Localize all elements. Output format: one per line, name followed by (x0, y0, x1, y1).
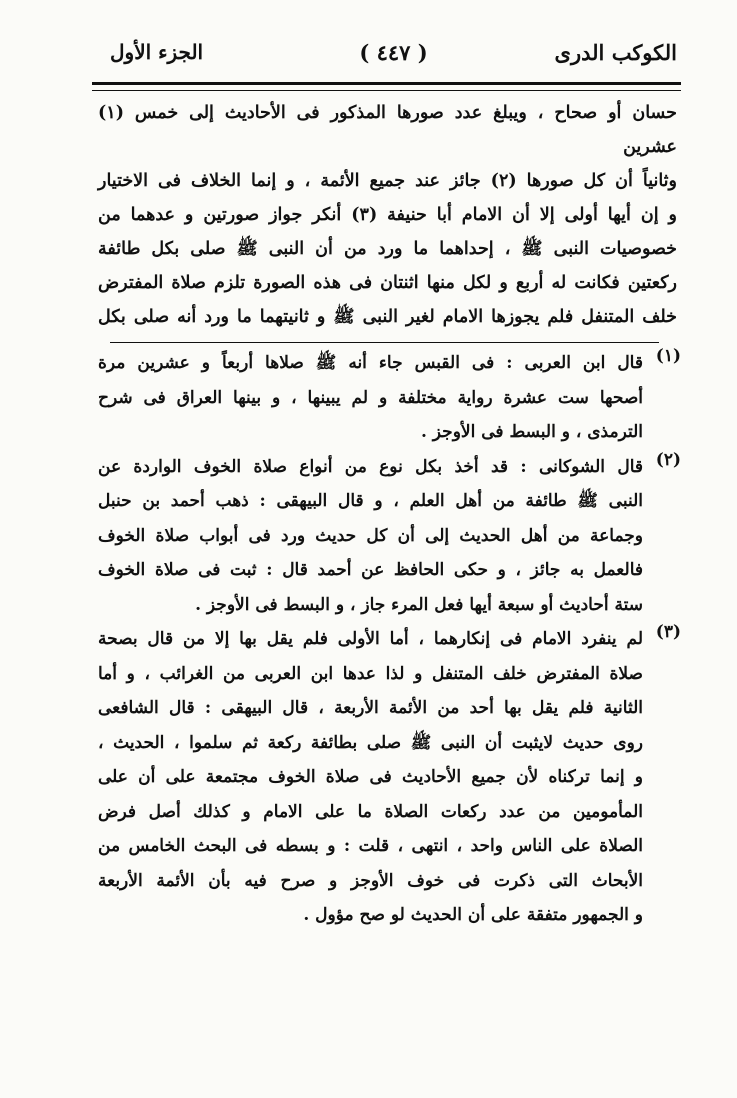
header-rule-thick (92, 82, 681, 85)
footnote-line: الثانية فلم يقل بها أحد من الأئمة الأربعة ، قال البيهقى : قال الشافعى (98, 698, 643, 718)
footnote-line: صلاة المفترض خلف المتنفل و لذا عدها ابن العربى من الغرائب ، و أما (98, 663, 643, 684)
footnote-line: قال ابن العربى : فى القبس جاء أنه ﷺ صلاها أربعاً و عشرين مرة (98, 353, 643, 373)
footnote-line: المأمومين من عدد ركعات الصلاة ما على الامام و كذلك أصل فرض (98, 801, 643, 822)
text-line: حسان أو صحاح ، ويبلغ عدد صورها المذكور فى الأحاديث إلى خمس (١) عشرين (98, 103, 677, 157)
page-header (110, 34, 677, 74)
text-line: وثانياً أن كل صورها (٢) جائز عند جميع الأئمة ، و إنما الخلاف فى الاختيار (98, 171, 677, 191)
footnotes (98, 346, 681, 933)
part-label: الجزء الأول (110, 40, 204, 64)
footnote-number: (٣) (655, 622, 681, 642)
footnote-line: الصلاة على الناس واحد ، انتهى ، قلت : و بسطه فى البحث الخامس من (98, 836, 643, 856)
footnote-line: ستة أحاديث أو سبعة أيها فعل المرء جاز ، و البسط فى الأوجز . (195, 594, 643, 615)
footnote-1 (98, 346, 681, 450)
footnote-line: الأبحاث التى ذكرت فى خوف الأوجز و صرح فيه بأن الأئمة الأربعة (98, 870, 643, 891)
footnote-line: الترمذى ، و البسط فى الأوجز . (420, 422, 643, 442)
footnote-2 (98, 450, 681, 623)
main-text (98, 96, 677, 334)
footnote-line: قال الشوكانى : قد أخذ بكل نوع من أنواع صلاة الخوف الواردة عن (98, 456, 643, 477)
footnote-separator (110, 342, 659, 343)
text-line: و إن أيها أولى إلا أن الامام أبا حنيفة (٣) أنكر جواز صورتين و عدهما من (98, 205, 677, 225)
footnote-line: لم ينفرد الامام فى إنكارهما ، أما الأولى فلم يقل بها إلا من قال بصحة (98, 629, 643, 649)
text-line: خلف المتنفل فلم يجوزها الامام لغير النبى ﷺ و ثانيتهما ما ورد أنه صلى بكل (98, 307, 677, 327)
header-rule-thin (92, 90, 681, 91)
footnote-line: وجماعة من أهل الحديث إلى أن كل حديث ورد فى أبواب صلاة الخوف (98, 525, 643, 546)
footnote-number: (٢) (655, 449, 681, 470)
footnote-line: و الجمهور متفقة على أن الحديث لو صح مؤول . (303, 905, 643, 925)
page-number: ( ٤٤٧ ) (359, 40, 428, 65)
footnote-number: (١) (655, 346, 681, 366)
footnote-line: النبى ﷺ طائفة من أهل العلم ، و قال البيهقى : ذهب أحمد بن حنبل (98, 491, 643, 511)
footnote-line: روى حديث لايثبت أن النبى ﷺ صلى بطائفة ركعة ثم سلموا ، الحديث ، (98, 732, 643, 753)
text-line: خصوصيات النبى ﷺ ، إحداهما ما ورد من أن النبى ﷺ صلى بكل طائفة (98, 239, 677, 259)
footnote-line: و إنما تركناه لأن جميع الأحاديث فى صلاة الخوف مجتمعة على أن على (98, 767, 643, 787)
book-title: الكوكب الدرى (554, 40, 677, 65)
footnote-line: أصحها ست عشرة رواية مختلفة و لم يبينها ، و بينها العراق فى شرح (98, 387, 643, 408)
footnote-line: فالعمل به جائز ، و حكى الحافظ عن أحمد قال : ثبت فى صلاة الخوف (98, 560, 643, 580)
text-line: ركعتين فكانت له أربع و لكل منها اثنتان فى هذه الصورة تلزم صلاة المفترض (98, 273, 677, 293)
footnote-3 (98, 622, 681, 933)
